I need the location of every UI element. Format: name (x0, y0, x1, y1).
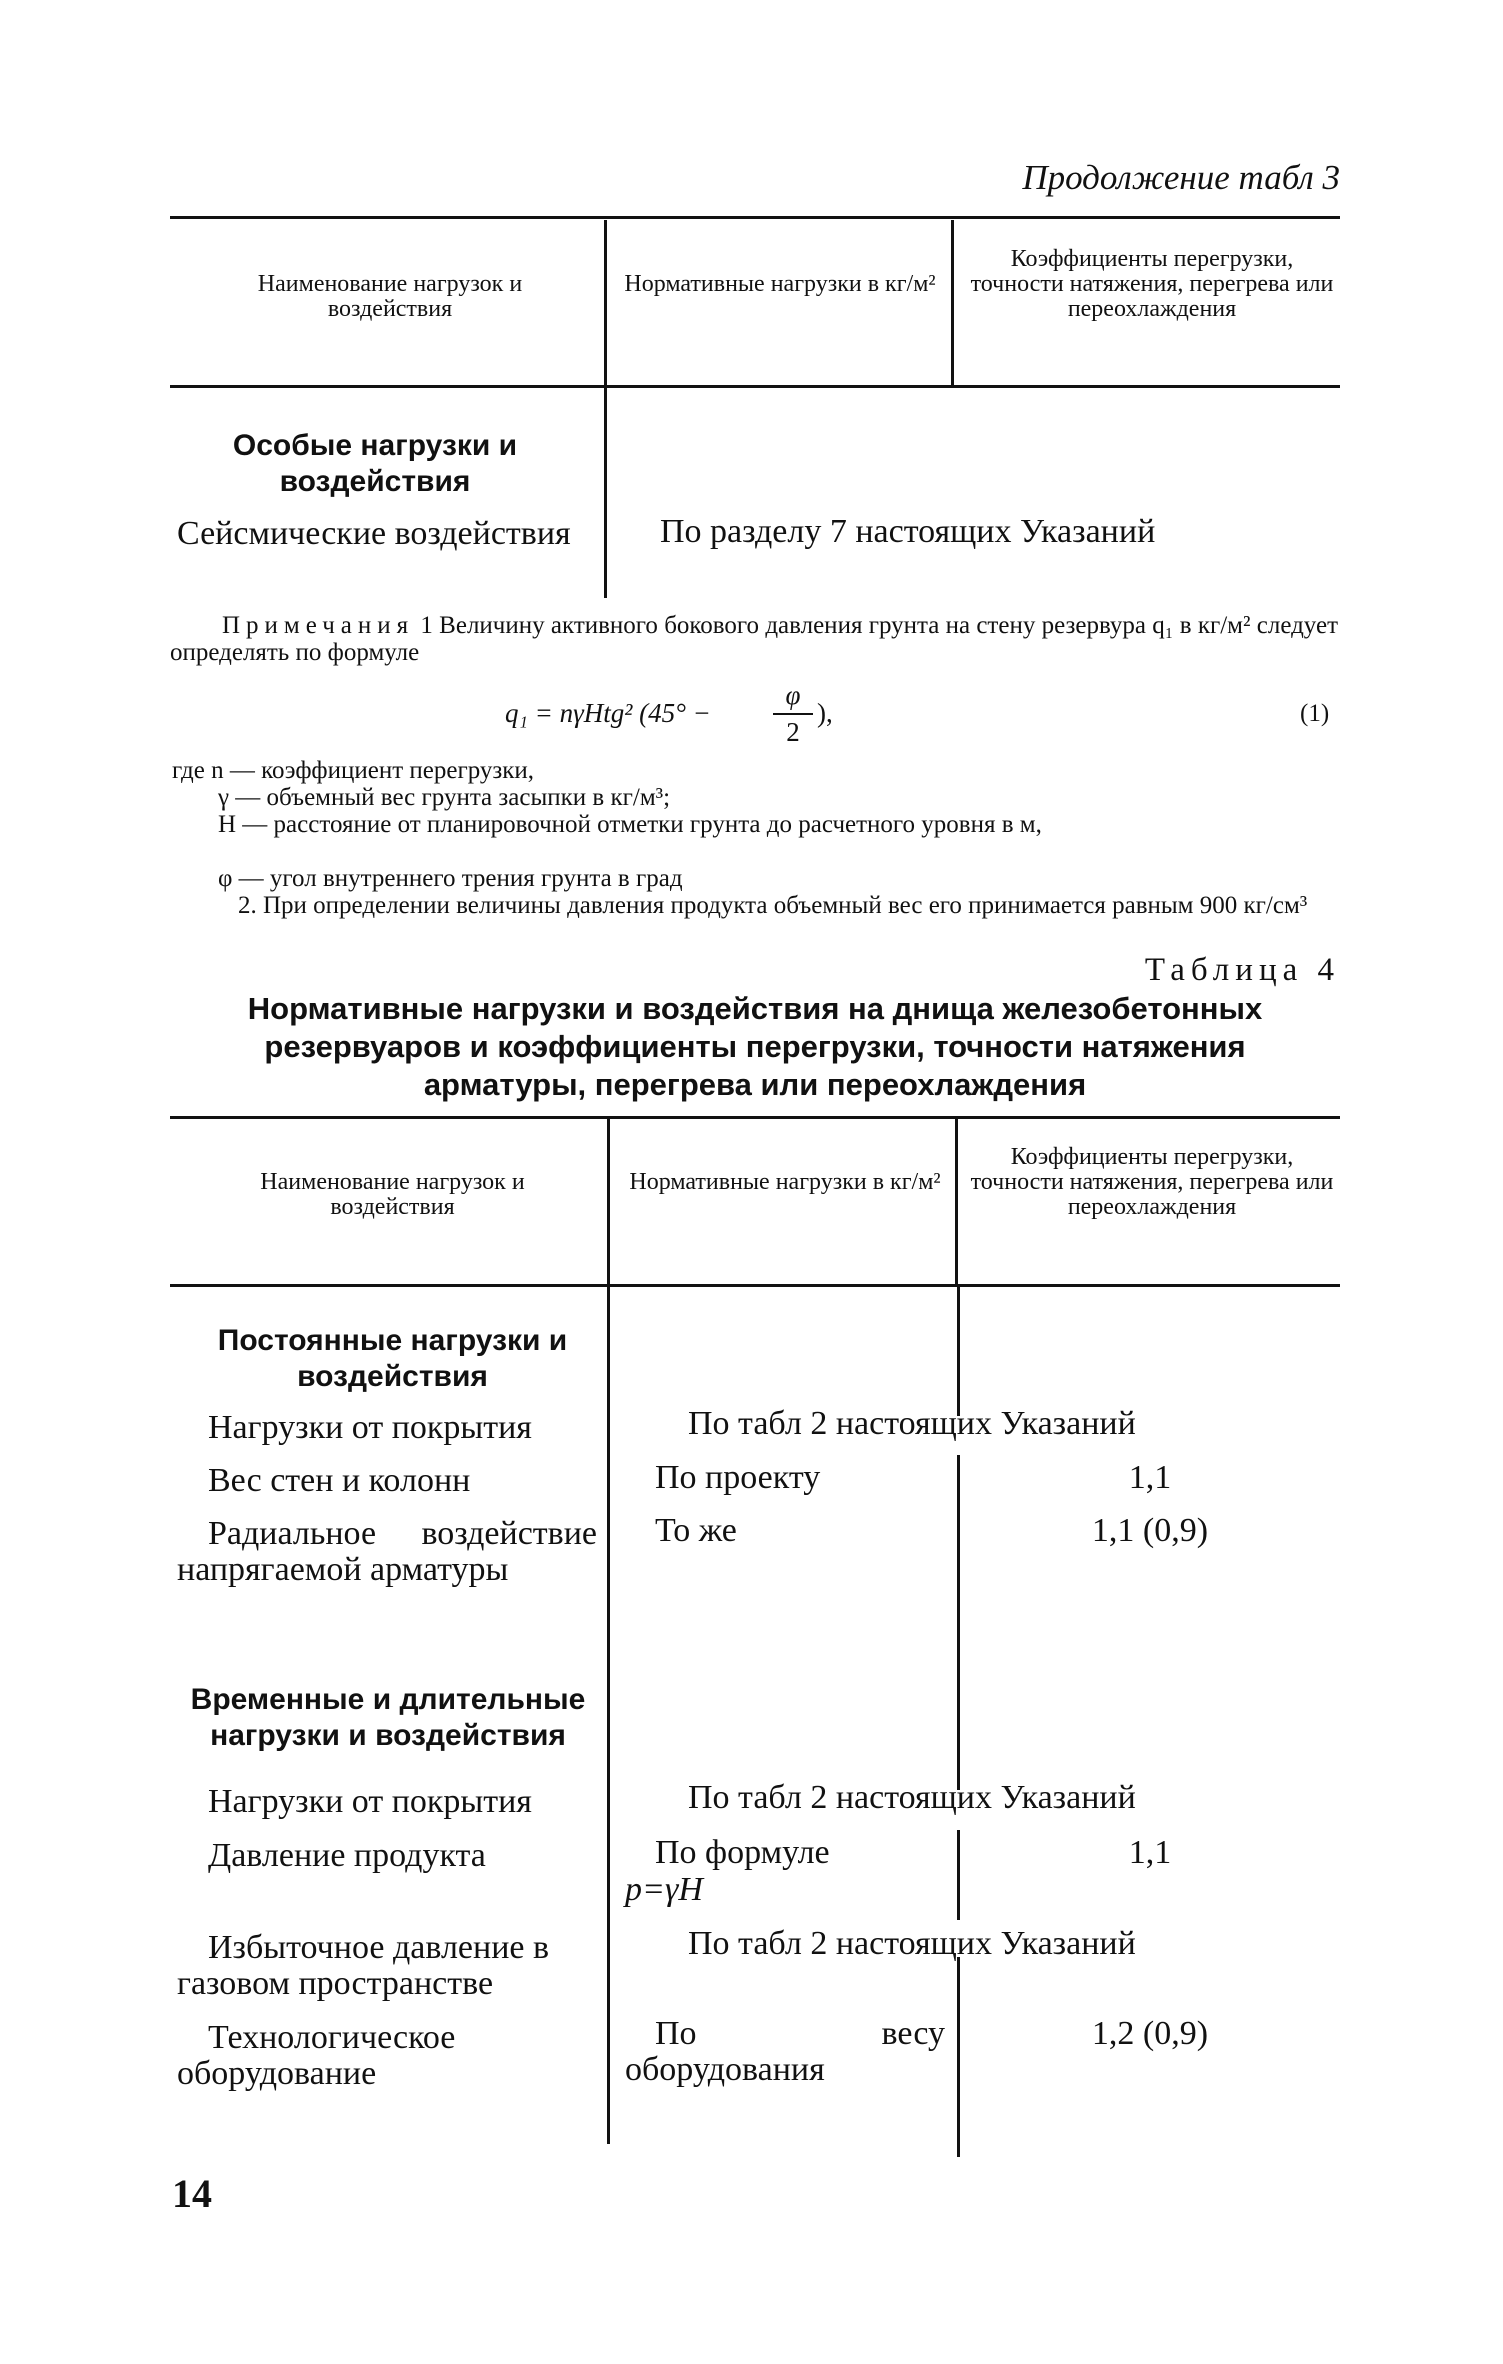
table4-perm-row-3-value: То же (655, 1512, 737, 1549)
table4-temp-row-2-value: По формуле (655, 1834, 830, 1871)
table4-header-name: Наименование нагрузок и воздействия (260, 1169, 525, 1220)
table3-header-rule (170, 385, 1340, 388)
table4-top-rule (170, 1116, 1340, 1119)
note-1-lead: Примечания (222, 612, 415, 639)
table4-perm-row-1-value: По табл 2 настоящих Указаний (688, 1405, 1136, 1442)
table3-top-rule (170, 216, 1340, 219)
table4-header-coefficients: Коэффициенты перегрузки, точности натяжения, перегрева или переохлаждения (970, 1144, 1334, 1220)
table3-row-seismic-name: Сейсмические воздействия (177, 515, 571, 552)
table4-perm-row-1-name: Нагрузки от покрытия (208, 1409, 532, 1446)
table4-title: Нормативные нагрузки и воздействия на днища железобетонных резервуаров и коэффициенты перегрузки, точности натяжения арматуры, перегрева или переохлаждения (247, 991, 1263, 1102)
table4-header-normative: Нормативные нагрузки в кг/м² (629, 1169, 941, 1195)
table4-temp-row-2-coef: 1,1 (1128, 1834, 1172, 1871)
table4-perm-row-3-coef: 1,1 (0,9) (1091, 1512, 1209, 1549)
table4-col-divider-2-b (957, 1455, 960, 1790)
table4-perm-row-3-name: Радиальное воздействие напрягаемой арматуры (177, 1515, 597, 1588)
table4-temp-row-2-formula: p=γH (625, 1871, 703, 1908)
where-phi: φ — угол внутреннего трения грунта в град (218, 865, 683, 892)
table4-section-permanent: Постоянные нагрузки и воздействия (217, 1324, 568, 1393)
formula-right: ), (817, 698, 833, 728)
where-n: где n — коэффициент перегрузки, (172, 757, 535, 784)
formula-numerator: φ (785, 680, 801, 710)
table4-temp-row-2-name: Давление продукта (208, 1837, 486, 1874)
table4-header-rule (170, 1284, 1340, 1287)
table4-col-divider-2-a (957, 1286, 960, 1416)
table3-header-normative: Нормативные нагрузки в кг/м² (624, 271, 936, 297)
table4-temp-row-1-value: По табл 2 настоящих Указаний (688, 1779, 1136, 1816)
table4-perm-row-2-value: По проекту (655, 1459, 821, 1496)
table4-col-divider-1-body (607, 1286, 610, 2144)
note-1 (170, 612, 1338, 666)
continuation-label: Продолжение табл 3 (1022, 158, 1340, 197)
table4-perm-row-2-coef: 1,1 (1128, 1459, 1172, 1496)
formula-1 (505, 680, 965, 750)
table3-row-seismic-value: По разделу 7 настоящих Указаний (660, 513, 1156, 550)
note-1-text: 1 Величину активного бокового давления грунта на стену резервура q₁ в кг/м² следует определять по формуле (170, 612, 1338, 666)
table4-temp-row-4-coef: 1,2 (0,9) (1091, 2015, 1209, 2052)
table4-col-divider-2-header (955, 1118, 958, 1284)
table4-temp-row-4-name: Технологическое оборудование (177, 2019, 456, 2092)
note-2: 2. При определении величины давления продукта объемный вес его принимается равным 900 кг/см³ (238, 892, 1308, 919)
formula-fraction-bar (773, 713, 813, 715)
table4-temp-row-3-value: По табл 2 настоящих Указаний (688, 1925, 1136, 1962)
page-number: 14 (172, 2171, 212, 2216)
table4-col-divider-2-d (957, 1957, 960, 2157)
table3-section-special: Особые нагрузки и воздействия (232, 429, 518, 498)
where-H: H — расстояние от планировочной отметки грунта до расчетного уровня в м, (218, 811, 1042, 838)
formula-label: (1) (1300, 700, 1330, 727)
table4-perm-row-2-name: Вес стен и колонн (208, 1462, 471, 1499)
table4-col-divider-1-header (607, 1118, 610, 1284)
table3-col-divider-2 (951, 220, 954, 385)
where-gamma: γ — объемный вес грунта засыпки в кг/м³; (218, 784, 671, 811)
table4-label: Таблица 4 (1144, 952, 1340, 988)
table4-temp-row-1-name: Нагрузки от покрытия (208, 1783, 532, 1820)
table4-section-temporary: Временные и длительные нагрузки и воздействия (190, 1683, 586, 1752)
formula-left: q₁ = nγHtg² (45° − (505, 698, 711, 728)
table4-temp-row-3-name: Избыточное давление в газовом пространстве (177, 1929, 550, 2002)
formula-denominator: 2 (786, 717, 800, 747)
table3-header-name: Наименование нагрузок и воздействия (257, 271, 523, 322)
table3-header-coefficients: Коэффициенты перегрузки, точности натяжения, перегрева или переохлаждения (970, 246, 1334, 322)
table3-col-divider-1 (604, 220, 607, 598)
table4-temp-row-4-value: По весу оборудования (625, 2015, 945, 2088)
